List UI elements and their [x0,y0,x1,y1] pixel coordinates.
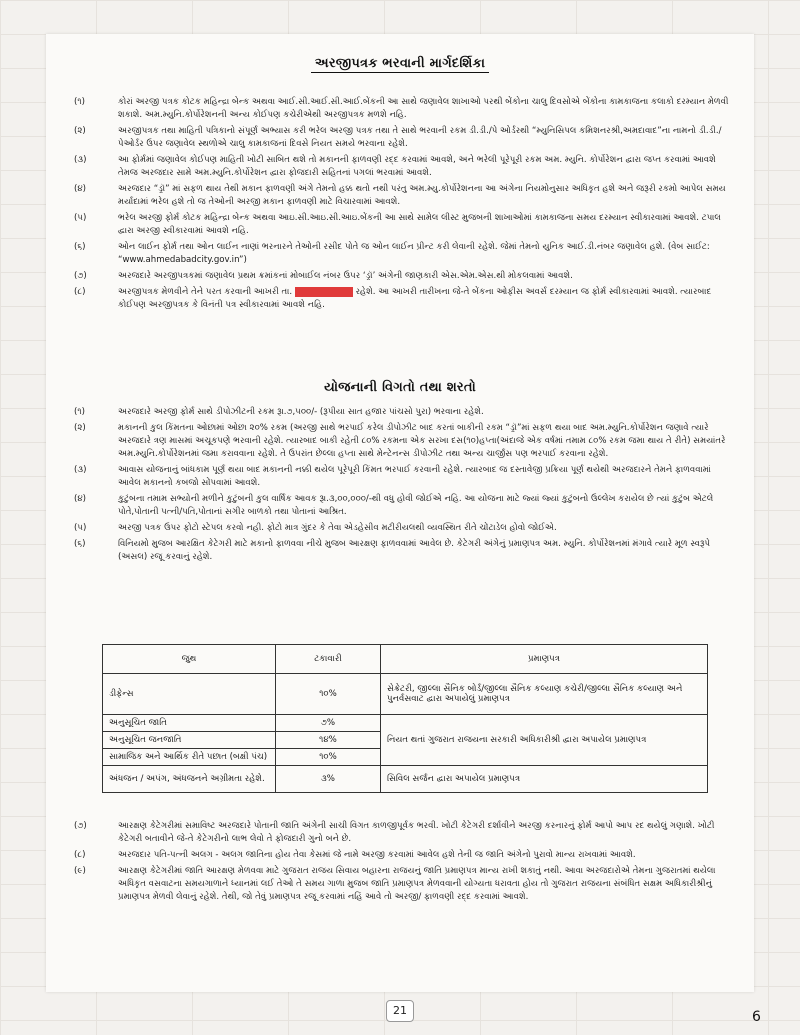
header-certificate: પ્રમાણપત્ર [381,645,708,674]
list-item [74,286,734,312]
cell-group: ડીફેન્સ [103,674,276,715]
cell-certificate-merged: નિયત થતાં ગુજરાત રાજયના સરકારી અધિકારીશ્રી દ્વારા અપાયેલ પ્રમાણપત્ર [381,715,708,766]
list-item [74,212,734,238]
redacted-date [295,287,353,297]
list-item [74,154,734,180]
item-text: આ ફોર્મમાં જણાવેલ કોઈપણ માહિતી ખોટી સાબિત થશે તો મકાનની ફાળવણી રદ્દ કરવામાં આવશે, અને ભરેલી પૂરેપૂરી રકમ અમ. મ્યુનિ. કોર્પોરેશન દ્વારા જપ્ત કરવામાં આવશે તેમજ અરજદાર સામે અમ.મ્યુનિ.કોર્પોરેશન દ્વારા ફોજદારી સહિતનાં પગલાં ભરવામાં આવશે. [118,155,716,178]
item-text: અરજદારે અરજીપત્રકમાં જણાવેલ પ્રથમ ક્રમાંકનાં મોબાઈલ નંબર ઉપર ‘ડ્રૉ’ અંગેની જાણકારી એસ.એમ.એસ.થી મોકલવામાં આવશે. [118,271,573,281]
item-number: (૩) [74,155,87,165]
page-number-badge: 21 [386,1000,414,1022]
table-header-row [103,645,708,674]
item-text-before: અરજીપત્રક મેળવીને તેને પરત કરવાની આખરી તા. [118,287,293,297]
item-text: આરક્ષણ કેટેગરીમાં જાતિ આરક્ષણ મેળવવા માટે ગુજરાત રાજય સિવાય બહારના રાજયનું જાતિ પ્રમાણપત્ર માન્ય રાખી શકાતું નથી. આવા અરજદારોએ તેમના ગુજરાતમાં થયેલા અધિકૃત વસવાટના સમયગાળાને ધ્યાનમાં લઈ તેઓ તે સમય ગાળા મુજબ જાતિ પ્રમાણપત્ર મેળવવાની યોગ્યતા ધરાવતા હોય તો ગુજરાત રાજયના સંબંધિત સક્ષમ અધિકારીશ્રીનું પ્રમાણપત્ર મેળવી લેવાનું રહેશે. તેથી, જો તેવું પ્રમાણપત્ર રજૂ કરવામાં નહિં આવે તો અરજી/ ફાળવણી રદ્દ કરવામાં આવશે. [118,866,716,902]
list-item [74,849,734,862]
item-text: આરક્ષણ કેટેગરીમાં સમાવિષ્ટ અરજદારે પોતાની જાતિ અંગેની સાચી વિગત કાળજીપૂર્વક ભરવી. ખોટી કેટેગરી દર્શાવીને અરજી કરનારનું ફોર્મ આપો આપ રદ થયેલું ગણાશે. ખોટી કેટેગરી બતાવીને જે-તે કેટેગરીનો લાભ લેવો તે ફોજદારી ગુનો બને છે. [118,821,715,844]
item-number: (૫) [74,523,87,533]
item-text: કુટુંબના તમામ સભ્યોની મળીને કુટુંબની કુલ વાર્ષિક આવક રૂા.૩,૦૦,૦૦૦/-થી વધુ હોવી જોઈએ નહિ. આ યોજના માટે જ્યાં જ્યાં કુટુંબનો ઉલ્લેખ કરાયેલ છે ત્યાં કુટુંબ એટલે પોતે,પોતાની પત્ની/પતિ,પોતાનાં સગીર બાળકો તથા પોતાનાં આશ્રિત. [118,494,714,517]
conditions-list-continued [74,820,734,907]
item-number: (૮) [74,850,86,860]
list-item [74,183,734,209]
item-number: (૩) [74,465,87,475]
item-text: અરજદારે અરજી ફોર્મ સાથે ડીપોઝીટની રકમ રૂા.૭,૫૦૦/- (રૂપીયા સાત હજાર પાંચસો પુરા) ભરવાના રહેશે. [118,407,484,417]
header-percent: ટકાવારી [276,645,381,674]
item-text: આવાસ યોજનાનું બાંધકામ પૂર્ણ થયા બાદ મકાનની નક્કી થયેલ પૂરેપૂરી કિંમત ભરપાઈ કરવાની રહેશે. ત્યારબાદ જ દસ્તાવેજી પ્રક્રિયા પૂર્ણ થયેથી અરજદારને તેમને ફાળવવામાં આવેલ મકાનનો કબજો સોંપવામાં આવશે. [118,465,711,488]
title-conditions-text: યોજનાની વિગતો તથા શરતો [324,380,476,395]
list-item [74,406,734,419]
item-text: અરજદાર પતિ-પત્ની અલગ - અલગ જાતિના હોય તેવા કેસમાં જે નામે અરજી કરવામાં આવેલ હશે તેની જ જાતિ અંગેનો પુરાવો માન્ય રાખવામાં આવશે. [118,850,636,860]
conditions-list [74,406,734,567]
item-text-after: રહેશે. આ આખરી તારીખના જે-તે બેંકના ઓફીસ અવર્સ દરમ્યાન જ ફોર્મ સ્વીકારવામાં આવશે. ત્યારબાદ કોઈપણ અરજીપત્રક કે વિનંતી પત્ર સ્વીકારવામાં આવશે નહિ. [118,287,712,310]
reservation-table [102,644,708,793]
cell-percent: ૧૦% [276,674,381,715]
guidelines-list [74,96,734,315]
item-text [118,286,734,312]
item-number: (૭) [74,821,87,831]
list-item [74,125,734,151]
item-number: (૯) [74,866,86,876]
list-item [74,493,734,519]
item-number: (૨) [74,423,86,433]
item-text: અરજી પત્રક ઉપર ફોટો સ્ટેપલ કરવો નહી. ફોટો માત્ર ગુંદર કે તેવા એડહેસીવ મટીરીયલથી વ્યવસ્થિત રીતે ચોંટાડેલ હોવો જોઈએ. [118,523,557,533]
list-item [74,96,734,122]
table-row [103,766,708,793]
item-text: અરજીપત્રક તથા માહિતી પત્રિકાનો સંપૂર્ણ અભ્યાસ કરી ભરેલ અરજી પત્રક તથા તે સાથે ભરવાની રકમ ડી.ડી./પે ઓર્ડરથી “મ્યુનિસિપલ કમિશનરશ્રી,અમદાવાદ”ના નામનો ડી.ડી./પેઓર્ડર ઉપર જણાવેલ સ્થળોએ ચાલુ કામકાજનાં દિવસે નિયત સમયે ભરવાના રહેશે. [118,126,722,149]
item-number: (૮) [74,287,86,297]
header-group: જુથ [103,645,276,674]
cell-group: સામાજિક અને આર્થિક રીતે પછાત (બક્ષી પંચ) [103,749,276,766]
item-number: (૪) [74,184,87,194]
list-item [74,241,734,267]
cell-group: અંધજન / અપંગ, અંધજનને અગ્રીમતા રહેશે. [103,766,276,793]
item-text: કોરાં અરજી પત્રક કોટક મહિન્દ્રા બેન્ક અથવા આઈ.સી.આઈ.સી.આઈ.બેંકની આ સાથે જણાવેલ શાખાઓ પરથી બેંકોના ચાલુ દિવસોએ બેંકોના કામકાજના કલાકો દરમ્યાન મેળવી શકાશે. અમ.મ્યુનિ.કોર્પોરેશનની અન્ય કોઈપણ કચેરીએથી અરજીપત્રક મળશે નહિ. [118,97,729,120]
outer-page-number: 6 [752,1009,761,1025]
item-number: (૭) [74,271,87,281]
item-number: (૧) [74,97,85,107]
item-text: મકાનની કુલ કિંમતના ઓછામાં ઓછા ૨૦% રકમ (અરજી સાથે ભરપાઈ કરેલ ડીપોઝીટ બાદ કરતાં બાકીની રકમ “ડ્રૉ”માં સફળ થયા બાદ અમ.મ્યુનિ.કોર્પોરેશન જણાવે ત્યારે અરજદારે ત્રણ માસમાં અચૂકપણે ભરવાની રહેશે. ત્યારબાદ બાકી રહેતી ૮૦% રકમના એક સરખા દસ(૧૦)હપ્તા(અંદાજે એક વર્ષમાં તમામ ૮૦% રકમ જમા થાય તે રીતે) સમયાંતરે અમ.મ્યુનિ.કોર્પોરેશનમાં જમા કરાવવાના રહેશે. તે ઉપરાંત છેલ્લા હપ્તા સાથે મેન્ટેનન્સ ડીપોઝીટ તથા અન્ય ચાર્જીસ પણ ભરપાઈ કરવાના રહેશે. [118,423,726,459]
cell-percent: ૧૦% [276,749,381,766]
table-row [103,715,708,732]
cell-certificate: સિવિલ સર્જન દ્વારા અપાયેલ પ્રમાણપત્ર [381,766,708,793]
item-text: અરજદાર “ડ્રૉ” માં સફળ થાય તેથી મકાન ફાળવણી અંગે તેમનો હક્ક થતો નથી પરંતુ અમ.મ્યુ.કોર્પોરેશનના આ અંગેના નિયમોનુસાર અધિકૃત હશે અને જરૂરી રકમો આપેલ સમય મર્યાદામાં ભરેલ હશે તો જ તેઓની અરજી મકાન ફાળવણી માટે વિચારવામાં આવશે. [118,184,726,207]
title-guidelines-text: અરજીપત્રક ભરવાની માર્ગદર્શિકા [311,56,489,73]
item-text: ઓન લાઈન ફોર્મ તથા ઓન લાઈન નાણાં ભરનારને તેઓની રસીદ પોતે જ ઓન લાઈન પ્રીન્ટ કરી લેવાની રહેશે. જેમાં તેમનો યુનિક આઈ.ડી.નંબર જણાવેલ હશે. (વેબ સાઈટ: “www.ahmedabadcity.gov.in”) [118,242,710,265]
cell-percent: ૩% [276,766,381,793]
cell-percent: ૧૪% [276,732,381,749]
cell-percent: ૭% [276,715,381,732]
list-item [74,270,734,283]
title-conditions [0,380,800,395]
list-item [74,538,734,564]
item-text: વિનિયમો મુજબ આરક્ષિત કેટેગરી માટે મકાનો ફાળવવા નીચે મુજબ આરક્ષણ ફાળવવામાં આવેલ છે. કેટેગરી અંગેનું પ્રમાણપત્ર અમ. મ્યુનિ. કોર્પોરેશનમાં મંગાવે ત્યારે મૂળ સ્વરૂપે (અસલ) રજૂ કરવાનું રહેશે. [118,539,711,562]
cell-group: અનુસૂચિત જાતિ [103,715,276,732]
item-number: (૧) [74,407,85,417]
list-item [74,464,734,490]
item-number: (૨) [74,126,86,136]
list-item [74,522,734,535]
cell-certificate: સેક્રેટરી, જીલ્લા સૈનિક બોર્ડ/જીલ્લા સૈનિક કલ્યાણ કચેરી/જીલ્લા સૈનિક કલ્યાણ અને પુનર્વસવાટ દ્વારા અપાયેલું પ્રમાણપત્ર [381,674,708,715]
item-text: ભરેલ અરજી ફોર્મ કોટક મહિન્દ્રા બેન્ક અથવા આઇ.સી.આઇ.સી.આઇ.બેંકની આ સાથે સામેલ લીસ્ટ મુજબની શાખાઓમાં કામકાજના સમય દરમ્યાન સ્વીકારવામાં આવશે. ટપાલ દ્વારા અરજી સ્વીકારવામાં આવશે નહિ. [118,213,721,236]
item-number: (૪) [74,494,87,504]
list-item [74,422,734,461]
item-number: (૬) [74,539,86,549]
item-number: (૫) [74,213,87,223]
item-number: (૬) [74,242,86,252]
table-row [103,674,708,715]
list-item [74,820,734,846]
list-item [74,865,734,904]
title-guidelines [0,56,800,73]
cell-group: અનુસૂચિત જનજાતિ [103,732,276,749]
